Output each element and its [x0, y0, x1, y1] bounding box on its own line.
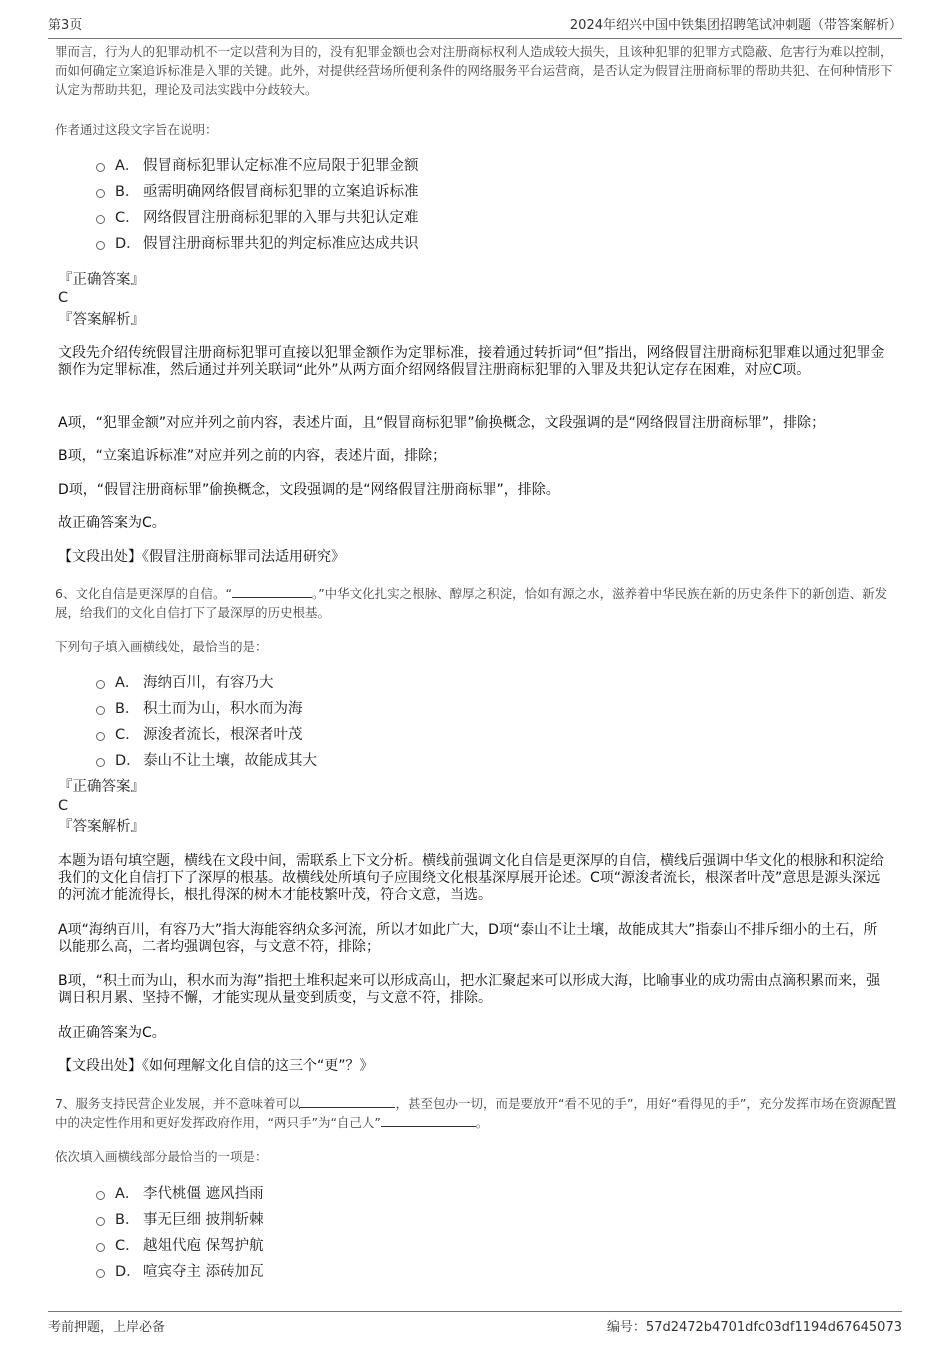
q5-question: 作者通过这段文字旨在说明： — [55, 122, 218, 137]
q7-option-d[interactable]: D． 喧宾夺主 添砖加瓦 — [96, 1257, 264, 1283]
q5-analysis-2: A项，“犯罪金额”对应并列之前内容，表述片面，且“假冒商标犯罪”偷换概念，文段强调的是“网络假冒注册商标罪”，排除； — [58, 415, 826, 431]
radio-button[interactable] — [96, 241, 105, 250]
radio-button[interactable] — [96, 732, 105, 741]
q6-question: 下列句子填入画横线处，最恰当的是： — [55, 639, 268, 654]
q5-source: 【文段出处】《假冒注册商标罪司法适用研究》 — [58, 549, 345, 565]
q5-analysis-5: 故正确答案为C。 — [58, 515, 166, 531]
radio-button[interactable] — [96, 1269, 105, 1278]
q6-analysis-2: A项“海纳百川，有容乃大”指大海能容纳众多河流，所以才如此广大，D项“泰山不让土壤，故能成其大”指泰山不排斥细小的土石，所以能那么高，二者均强调包容，与文意不符，排除； — [58, 922, 878, 955]
q6-answer-label: 『正确答案』 — [58, 779, 145, 795]
document-title: 2024年绍兴中国中铁集团招聘笔试冲刺题（带答案解析） — [569, 18, 902, 33]
radio-button[interactable] — [96, 1243, 105, 1252]
q5-option-c[interactable]: C． 网络假冒注册商标犯罪的入罪与共犯认定难 — [96, 203, 419, 229]
q6-source: 【文段出处】《如何理解文化自信的这三个“更”？》 — [58, 1058, 374, 1074]
q6-option-c[interactable]: C． 源浚者流长，根深者叶茂 — [96, 720, 317, 746]
q7-option-c[interactable]: C． 越俎代庖 保驾护航 — [96, 1231, 264, 1257]
q5-analysis-4: D项，“假冒注册商标罪”偷换概念，文段强调的是“网络假冒注册商标罪”，排除。 — [58, 482, 560, 498]
q6-analysis-3: B项，“积土而为山，积水而为海”指把土堆积起来可以形成高山，把水汇聚起来可以形成大海，比喻事业的成功需由点滴积累而来，强调日积月累、坚持不懈，才能实现从量变到质变，与文意不符，排除。 — [58, 973, 881, 1006]
fill-blank — [381, 1114, 476, 1127]
q5-option-b[interactable]: B． 亟需明确网络假冒商标犯罪的立案追诉标准 — [96, 177, 419, 203]
q5-answer: C — [58, 290, 69, 306]
radio-button[interactable] — [96, 189, 105, 198]
radio-button[interactable] — [96, 758, 105, 767]
page-footer — [48, 1311, 902, 1335]
q5-option-d[interactable]: D． 假冒注册商标罪共犯的判定标准应达成共识 — [96, 229, 419, 255]
q7-question: 依次填入画横线部分最恰当的一项是： — [55, 1149, 268, 1164]
q6-option-a[interactable]: A． 海纳百川，有容乃大 — [96, 668, 317, 694]
radio-button[interactable] — [96, 1217, 105, 1226]
document-id: 编号：57d2472b4701dfc03df1194d67645073 — [606, 1320, 902, 1335]
radio-button[interactable] — [96, 706, 105, 715]
q7-stem: 7、服务支持民营企业发展，并不意味着可以 ，甚至包办一切，而是要放开“看不见的手”，用好“看得见的手”，充分发挥市场在资源配置中的决定性作用和更好发挥政府作用，“两只手”为“自己人” 。 — [55, 1096, 897, 1130]
q7-option-b[interactable]: B． 事无巨细 披荆斩棘 — [96, 1205, 264, 1231]
q6-option-b[interactable]: B． 积土而为山，积水而为海 — [96, 694, 317, 720]
q6-stem: 6、文化自信是更深厚的自信。“ 。”中华文化扎实之根脉、醇厚之积淀，恰如有源之水，滋养着中华民族在新的历史条件下的新创造、新发展，给我们的文化自信打下了最深厚的历史根基。 — [55, 586, 888, 620]
q5-analysis-label: 『答案解析』 — [58, 312, 145, 328]
radio-button[interactable] — [96, 1191, 105, 1200]
fill-blank — [232, 585, 312, 598]
q7-options — [96, 1179, 264, 1283]
footer-slogan: 考前押题，上岸必备 — [48, 1320, 166, 1335]
q5-analysis-3: B项，“立案追诉标准”对应并列之前的内容，表述片面，排除； — [58, 448, 447, 464]
q5-option-a[interactable]: A． 假冒商标犯罪认定标准不应局限于犯罪金额 — [96, 151, 419, 177]
q6-analysis-label: 『答案解析』 — [58, 819, 145, 835]
q6-analysis-1: 本题为语句填空题，横线在文段中间，需联系上下文分析。横线前强调文化自信是更深厚的自信，横线后强调中华文化的根脉和积淀给我们的文化自信打下了深厚的根基。故横线处所填句子应围绕文化根基深厚展开论述。C项“源浚者流长，根深者叶茂”意思是源头深远的河流才能流得长，根扎得深的树木才能枝繁叶茂，符合文意，当选。 — [58, 853, 884, 903]
q6-options — [96, 668, 317, 772]
q5-answer-label: 『正确答案』 — [58, 272, 145, 288]
q6-option-d[interactable]: D． 泰山不让土壤，故能成其大 — [96, 746, 317, 772]
radio-button[interactable] — [96, 680, 105, 689]
radio-button[interactable] — [96, 215, 105, 224]
fill-blank — [300, 1095, 395, 1108]
page-header — [48, 14, 902, 39]
q6-answer: C — [58, 798, 69, 814]
q5-options — [96, 151, 419, 255]
radio-button[interactable] — [96, 163, 105, 172]
q6-analysis-4: 故正确答案为C。 — [58, 1025, 166, 1041]
q7-option-a[interactable]: A． 李代桃僵 遮风挡雨 — [96, 1179, 264, 1205]
page-number: 第3页 — [48, 18, 83, 33]
q5-passage: 罪而言，行为人的犯罪动机不一定以营利为目的，没有犯罪金额也会对注册商标权利人造成较大损失，且该种犯罪的犯罪方式隐蔽、危害行为难以控制，而如何确定立案追诉标准是入罪的关键。此外，对提供经营场所便利条件的网络服务平台运营商，是否认定为假冒注册商标罪的帮助共犯、在何种情形下认定为帮助共犯，理论及司法实践中分歧较大。 — [55, 44, 893, 97]
q5-analysis-1: 文段先介绍传统假冒注册商标犯罪可直接以犯罪金额作为定罪标准，接着通过转折词“但”指出，网络假冒注册商标犯罪难以通过犯罪金额作为定罪标准，然后通过并列关联词“此外”从两方面介绍网络假冒注册商标犯罪的入罪及共犯认定存在困难，对应C项。 — [58, 345, 885, 378]
